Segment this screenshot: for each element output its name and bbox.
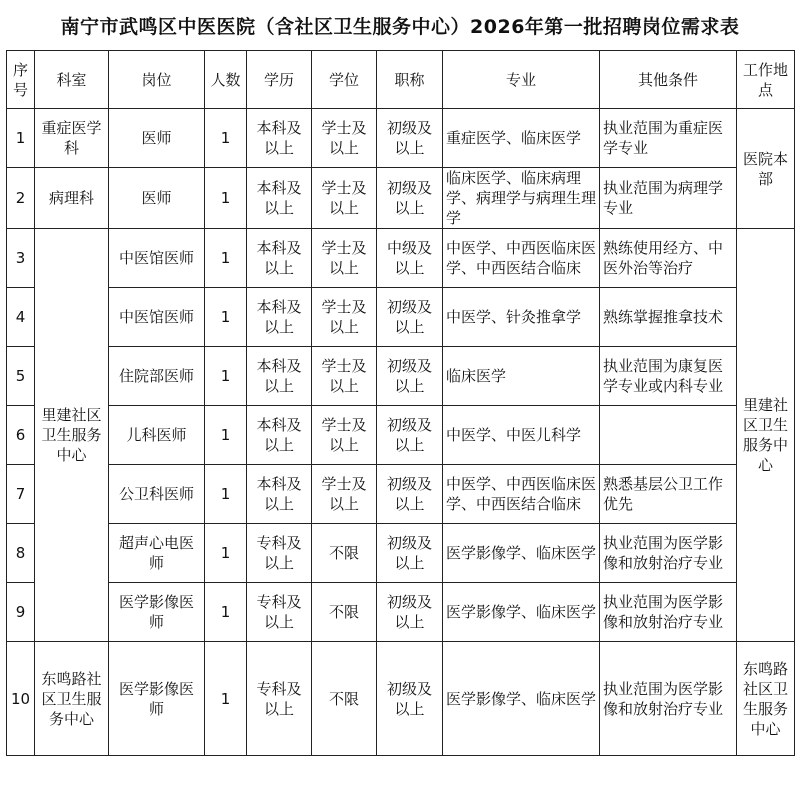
cell-post: 医师 (109, 168, 205, 229)
cell-degree: 学士及以上 (312, 347, 377, 406)
cell-major: 重症医学、临床医学 (443, 109, 600, 168)
cell-rank: 初级及以上 (377, 406, 443, 465)
header-dept: 科室 (35, 51, 109, 109)
cell-other: 执业范围为重症医学专业 (600, 109, 737, 168)
header-post: 岗位 (109, 51, 205, 109)
cell-edu: 专科及以上 (247, 583, 312, 642)
table-row (7, 347, 795, 406)
cell-location-main: 医院本部 (737, 109, 795, 229)
table-row (7, 406, 795, 465)
cell-other: 熟练使用经方、中医外治等治疗 (600, 229, 737, 288)
recruitment-table (6, 50, 795, 756)
cell-count: 1 (205, 109, 247, 168)
cell-post: 公卫科医师 (109, 465, 205, 524)
cell-count: 1 (205, 465, 247, 524)
table-row (7, 465, 795, 524)
cell-edu: 本科及以上 (247, 347, 312, 406)
cell-count: 1 (205, 642, 247, 756)
page-title: 南宁市武鸣区中医医院（含社区卫生服务中心）2026年第一批招聘岗位需求表 (60, 15, 740, 38)
cell-major: 医学影像学、临床医学 (443, 642, 600, 756)
cell-dept: 病理科 (35, 168, 109, 229)
cell-degree: 学士及以上 (312, 288, 377, 347)
cell-rank: 初级及以上 (377, 109, 443, 168)
cell-edu: 本科及以上 (247, 406, 312, 465)
cell-other: 熟悉基层公卫工作优先 (600, 465, 737, 524)
header-rank: 职称 (377, 51, 443, 109)
cell-post: 中医馆医师 (109, 288, 205, 347)
cell-post: 超声心电医师 (109, 524, 205, 583)
cell-seq: 10 (7, 642, 35, 756)
cell-count: 1 (205, 347, 247, 406)
cell-seq: 4 (7, 288, 35, 347)
header-other: 其他条件 (600, 51, 737, 109)
cell-edu: 本科及以上 (247, 288, 312, 347)
cell-major: 中医学、中西医临床医学、中西医结合临床 (443, 229, 600, 288)
cell-seq: 3 (7, 229, 35, 288)
cell-rank: 初级及以上 (377, 168, 443, 229)
cell-edu: 本科及以上 (247, 109, 312, 168)
cell-count: 1 (205, 168, 247, 229)
cell-location-community: 里建社区卫生服务中心 (737, 229, 795, 642)
cell-major: 临床医学、临床病理学、病理学与病理生理学 (443, 168, 600, 229)
table-row (7, 288, 795, 347)
cell-count: 1 (205, 524, 247, 583)
cell-other: 执业范围为医学影像和放射治疗专业 (600, 642, 737, 756)
cell-degree: 不限 (312, 583, 377, 642)
cell-degree: 学士及以上 (312, 465, 377, 524)
header-row (7, 51, 795, 109)
cell-seq: 7 (7, 465, 35, 524)
cell-edu: 本科及以上 (247, 168, 312, 229)
cell-other: 执业范围为病理学专业 (600, 168, 737, 229)
cell-seq: 9 (7, 583, 35, 642)
cell-count: 1 (205, 406, 247, 465)
cell-post: 住院部医师 (109, 347, 205, 406)
header-degree: 学位 (312, 51, 377, 109)
table-row (7, 583, 795, 642)
cell-rank: 中级及以上 (377, 229, 443, 288)
cell-degree: 学士及以上 (312, 229, 377, 288)
header-seq: 序号 (7, 51, 35, 109)
cell-degree: 学士及以上 (312, 406, 377, 465)
cell-post: 儿科医师 (109, 406, 205, 465)
cell-location: 东鸣路社区卫生服务中心 (737, 642, 795, 756)
cell-degree: 学士及以上 (312, 168, 377, 229)
header-major: 专业 (443, 51, 600, 109)
cell-edu: 本科及以上 (247, 229, 312, 288)
cell-post: 医学影像医师 (109, 642, 205, 756)
header-location: 工作地点 (737, 51, 795, 109)
cell-major: 临床医学 (443, 347, 600, 406)
table-row (7, 642, 795, 756)
cell-other: 执业范围为医学影像和放射治疗专业 (600, 583, 737, 642)
cell-seq: 1 (7, 109, 35, 168)
cell-post: 中医馆医师 (109, 229, 205, 288)
cell-degree: 不限 (312, 524, 377, 583)
cell-dept: 重症医学科 (35, 109, 109, 168)
cell-edu: 本科及以上 (247, 465, 312, 524)
header-edu: 学历 (247, 51, 312, 109)
cell-dept-community: 里建社区卫生服务中心 (35, 229, 109, 642)
table-row (7, 168, 795, 229)
cell-dept: 东鸣路社区卫生服务中心 (35, 642, 109, 756)
cell-rank: 初级及以上 (377, 465, 443, 524)
cell-count: 1 (205, 288, 247, 347)
cell-major: 中医学、中医儿科学 (443, 406, 600, 465)
cell-seq: 6 (7, 406, 35, 465)
cell-degree: 不限 (312, 642, 377, 756)
cell-major: 医学影像学、临床医学 (443, 583, 600, 642)
cell-seq: 8 (7, 524, 35, 583)
cell-degree: 学士及以上 (312, 109, 377, 168)
cell-edu: 专科及以上 (247, 642, 312, 756)
table-row (7, 229, 795, 288)
cell-rank: 初级及以上 (377, 642, 443, 756)
cell-seq: 2 (7, 168, 35, 229)
cell-other: 执业范围为康复医学专业或内科专业 (600, 347, 737, 406)
cell-other (600, 406, 737, 465)
cell-rank: 初级及以上 (377, 347, 443, 406)
cell-count: 1 (205, 583, 247, 642)
cell-post: 医师 (109, 109, 205, 168)
cell-post: 医学影像医师 (109, 583, 205, 642)
table-row (7, 109, 795, 168)
cell-rank: 初级及以上 (377, 524, 443, 583)
cell-major: 医学影像学、临床医学 (443, 524, 600, 583)
table-row (7, 524, 795, 583)
header-count: 人数 (205, 51, 247, 109)
cell-rank: 初级及以上 (377, 288, 443, 347)
cell-seq: 5 (7, 347, 35, 406)
cell-count: 1 (205, 229, 247, 288)
cell-other: 熟练掌握推拿技术 (600, 288, 737, 347)
cell-rank: 初级及以上 (377, 583, 443, 642)
cell-edu: 专科及以上 (247, 524, 312, 583)
cell-major: 中医学、针灸推拿学 (443, 288, 600, 347)
cell-major: 中医学、中西医临床医学、中西医结合临床 (443, 465, 600, 524)
cell-other: 执业范围为医学影像和放射治疗专业 (600, 524, 737, 583)
